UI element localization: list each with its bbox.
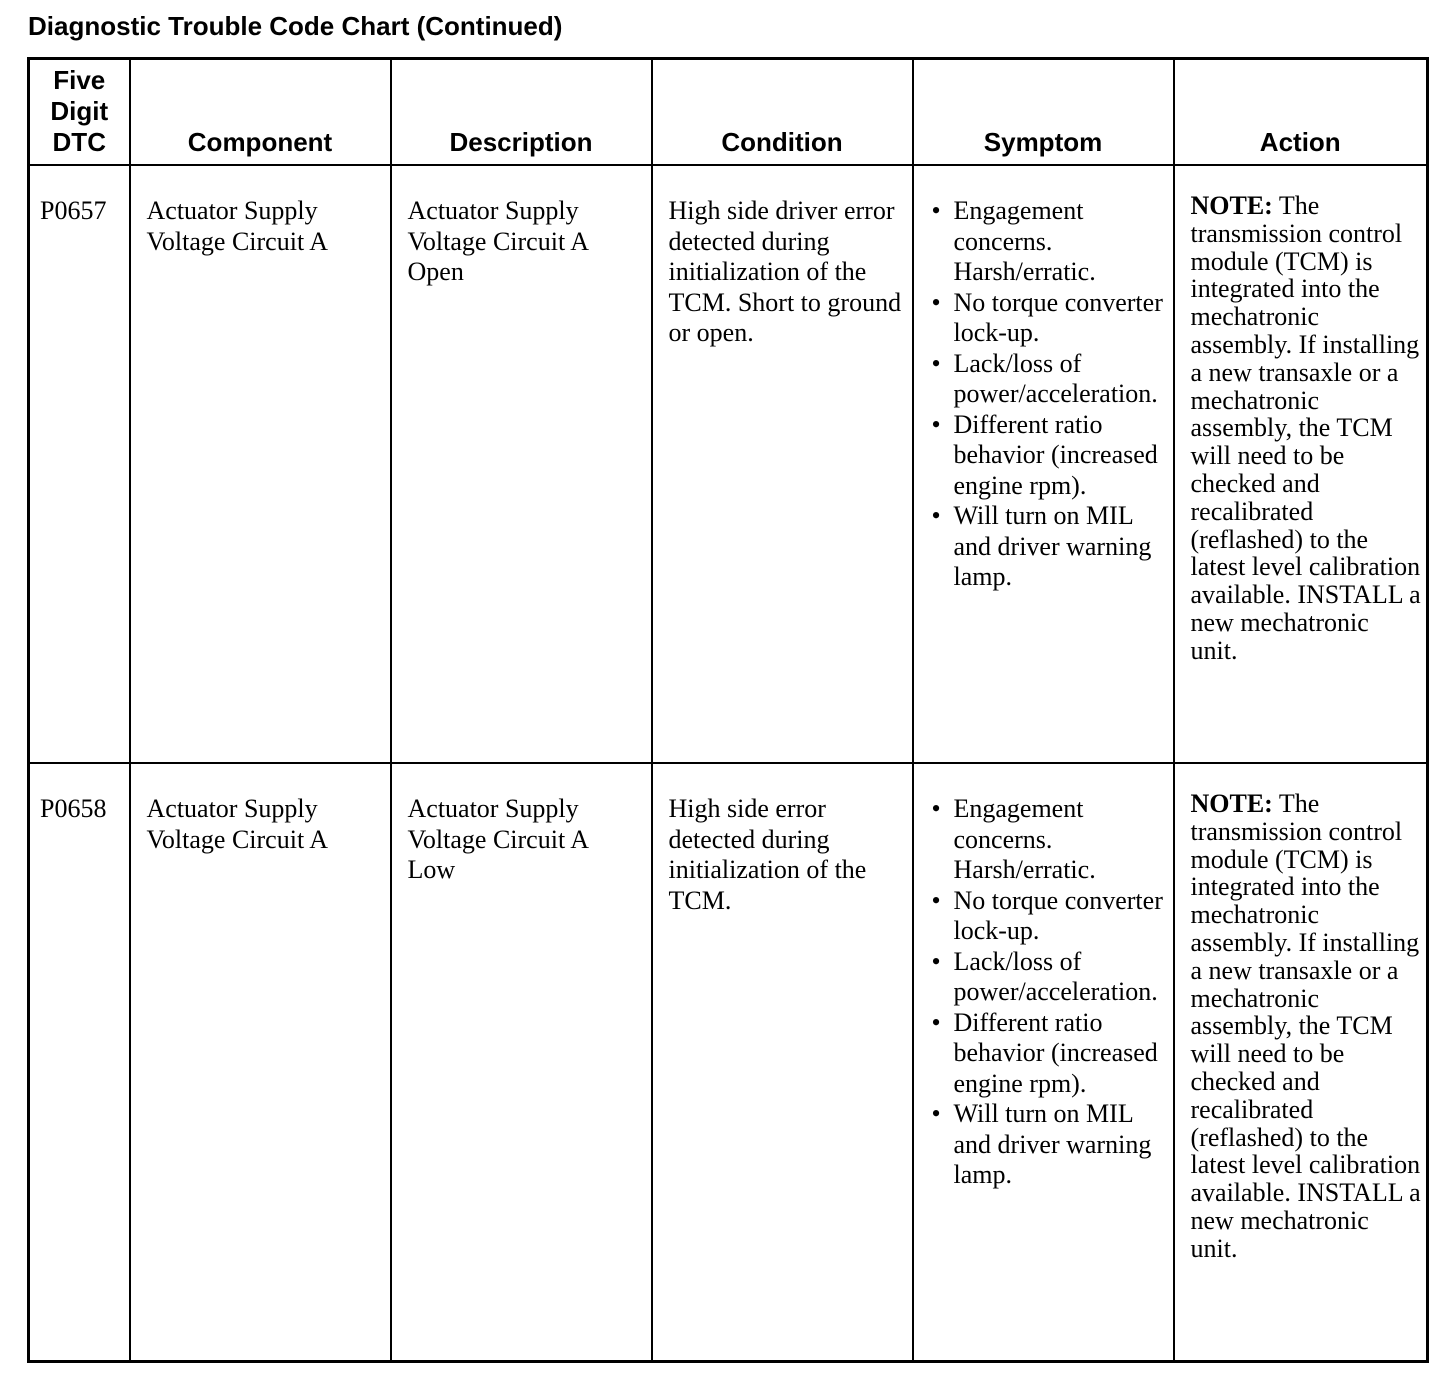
symptom-cell (913, 763, 1174, 1362)
symptom-item (931, 196, 1173, 288)
note-text: The transmission control module (TCM) is integrated into the mechatronic assembly. If installing a new transaxle or a mechatronic assembly, the TCM will need to be checked and recalibrated (reflashed) to the latest level calibration available. (1190, 191, 1421, 610)
condition-cell (652, 763, 913, 1362)
header-action: Action (1174, 59, 1428, 166)
header-description: Description (391, 59, 652, 166)
bullet-icon: • (931, 348, 941, 378)
bullet-icon: • (931, 1007, 941, 1037)
symptom-list (914, 166, 1173, 593)
symptom-text: No torque converter lock-up. (953, 287, 1163, 347)
symptom-text: Different ratio behavior (increased engine rpm). (953, 1007, 1158, 1098)
symptom-item (931, 794, 1173, 886)
table-row (29, 763, 1428, 1362)
header-component: Component (130, 59, 391, 166)
dtc-code: P0657 (40, 196, 107, 225)
page-title: Diagnostic Trouble Code Chart (Continued) (28, 11, 563, 41)
dtc-code-cell (29, 763, 130, 1362)
symptom-item (931, 885, 1173, 947)
table-row (29, 165, 1428, 763)
note-label: NOTE: (1190, 191, 1273, 220)
symptom-item (931, 409, 1173, 502)
dtc-code: P0658 (40, 794, 107, 823)
dtc-code-cell (29, 165, 130, 763)
header-symptom: Symptom (913, 59, 1174, 166)
description-text: Actuator Supply Voltage Circuit A Low (407, 794, 588, 884)
header-dtc-line: Digit (50, 96, 109, 126)
action-cell (1174, 165, 1428, 763)
symptom-text: Will turn on MIL and driver warning lamp. (953, 1099, 1152, 1189)
bullet-icon: • (931, 794, 941, 823)
note-label: NOTE: (1190, 789, 1273, 818)
component-cell (130, 763, 391, 1362)
symptom-list (914, 764, 1173, 1191)
symptom-item (931, 1007, 1173, 1100)
dtc-table (27, 57, 1429, 1363)
symptom-item (931, 501, 1173, 593)
symptom-text: Engagement concerns. Harsh/erratic. (953, 794, 1096, 884)
symptom-cell (913, 165, 1174, 763)
description-cell (391, 763, 652, 1362)
component-text: Actuator Supply Voltage Circuit A (146, 794, 329, 854)
header-dtc-line: DTC (52, 127, 106, 157)
header-condition: Condition (652, 59, 913, 166)
symptom-text: Will turn on MIL and driver warning lamp. (953, 501, 1152, 591)
symptom-text: Engagement concerns. Harsh/erratic. (953, 196, 1096, 286)
symptom-text: No torque converter lock-up. (953, 885, 1163, 945)
header-dtc-line: Five (53, 65, 106, 95)
symptom-text: Lack/loss of power/acceleration. (953, 946, 1158, 1006)
header-row (29, 59, 1428, 166)
bullet-icon: • (931, 1099, 941, 1128)
bullet-icon: • (931, 287, 941, 317)
action-text (1175, 764, 1427, 1263)
component-text: Actuator Supply Voltage Circuit A (146, 196, 329, 256)
condition-text: High side driver error detected during initialization of the TCM. Short to ground or open. (668, 196, 902, 347)
condition-text: High side error detected during initialization of the TCM. (668, 794, 867, 915)
symptom-text: Lack/loss of power/acceleration. (953, 348, 1158, 408)
action-step: INSTALL a new mechatronic unit. (1190, 1178, 1421, 1263)
symptom-text: Different ratio behavior (increased engine rpm). (953, 409, 1158, 500)
action-cell (1174, 763, 1428, 1362)
component-cell (130, 165, 391, 763)
bullet-icon: • (931, 501, 941, 530)
description-cell (391, 165, 652, 763)
symptom-item (931, 946, 1173, 1008)
action-step: INSTALL a new mechatronic unit. (1190, 580, 1421, 665)
note-text: The transmission control module (TCM) is integrated into the mechatronic assembly. If installing a new transaxle or a mechatronic assembly, the TCM will need to be checked and recalibrated (reflashed) to the latest level calibration available. (1190, 789, 1421, 1208)
description-text: Actuator Supply Voltage Circuit A Open (407, 196, 588, 286)
bullet-icon: • (931, 946, 941, 976)
bullet-icon: • (931, 409, 941, 439)
header-dtc (29, 59, 130, 166)
symptom-item (931, 1099, 1173, 1191)
symptom-item (931, 348, 1173, 410)
bullet-icon: • (931, 196, 941, 225)
condition-cell (652, 165, 913, 763)
bullet-icon: • (931, 885, 941, 915)
symptom-item (931, 287, 1173, 349)
action-text (1175, 166, 1427, 665)
